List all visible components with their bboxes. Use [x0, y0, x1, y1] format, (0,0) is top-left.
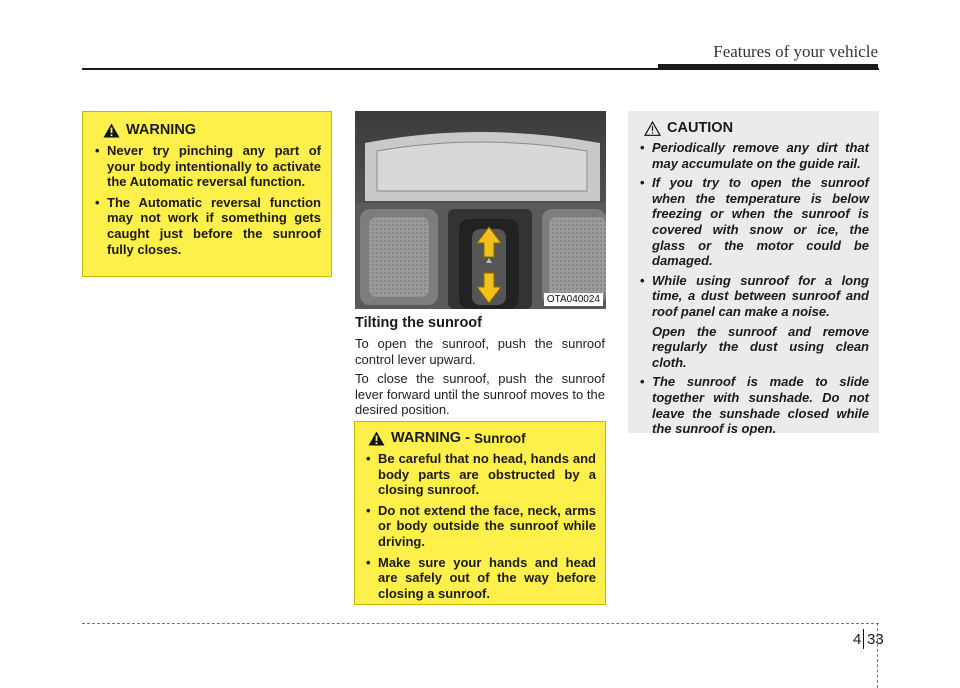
- caution-triangle-icon: [644, 121, 661, 136]
- warning-heading: [103, 122, 321, 138]
- instruction-paragraph: To close the sunroof, push the sunroof lever forward until the sunroof moves to the desired position.: [355, 371, 605, 417]
- caution-item: • While using sunroof for a long time, a dust between sunroof and roof panel can make a noise.: [638, 273, 869, 320]
- sunroof-control-figure: [355, 111, 606, 309]
- warning-heading: [368, 430, 596, 446]
- footer-rule: [82, 623, 879, 624]
- caution-heading: [644, 120, 869, 136]
- warning-item: • Be careful that no head, hands and body parts are obstructed by a closing sunroof.: [364, 451, 596, 498]
- caution-item: • The sunroof is made to slide together with sunshade. Do not leave the sunshade closed while the sunroof is open.: [638, 374, 869, 436]
- warning-item: • Do not extend the face, neck, arms or body outside the sunroof while driving.: [364, 503, 596, 550]
- warning-box-pinching: [82, 111, 332, 277]
- figure-code: OTA040024: [544, 293, 603, 306]
- header-rule-accent: [658, 64, 878, 70]
- caution-box: [628, 111, 879, 437]
- caution-item: • If you try to open the sunroof when the temperature is below freezing or when the sunroof is covered with snow or ice, the glass or the motor could be damaged.: [638, 175, 869, 269]
- page-header-title: Features of your vehicle: [713, 42, 878, 61]
- warning-item: • The Automatic reversal function may not work if something gets caught just before the sunroof fully closes.: [93, 195, 321, 257]
- page-number-separator: [863, 629, 864, 649]
- instruction-paragraph: To open the sunroof, push the sunroof control lever upward.: [355, 336, 605, 367]
- caution-item: • Periodically remove any dirt that may accumulate on the guide rail.: [638, 140, 869, 171]
- caution-item-continuation: Open the sunroof and remove regularly the dust using clean cloth.: [652, 323, 869, 370]
- sunroof-console-illustration: [355, 111, 606, 309]
- caution-title: CAUTION: [667, 120, 734, 136]
- warning-title: WARNING -: [391, 430, 470, 446]
- warning-triangle-icon: [368, 431, 385, 446]
- warning-item: • Make sure your hands and head are safely out of the way before closing a sunroof.: [364, 555, 596, 602]
- warning-triangle-icon: [103, 123, 120, 138]
- section-title: Tilting the sunroof: [355, 315, 482, 331]
- warning-item: • Never try pinching any part of your body intentionally to activate the Automatic reversal function.: [93, 143, 321, 190]
- chapter-number: 4: [853, 631, 862, 648]
- page-number: 33: [867, 631, 884, 648]
- warning-box-sunroof: [354, 421, 606, 605]
- warning-subtitle: Sunroof: [473, 430, 526, 446]
- warning-title: WARNING: [126, 122, 197, 138]
